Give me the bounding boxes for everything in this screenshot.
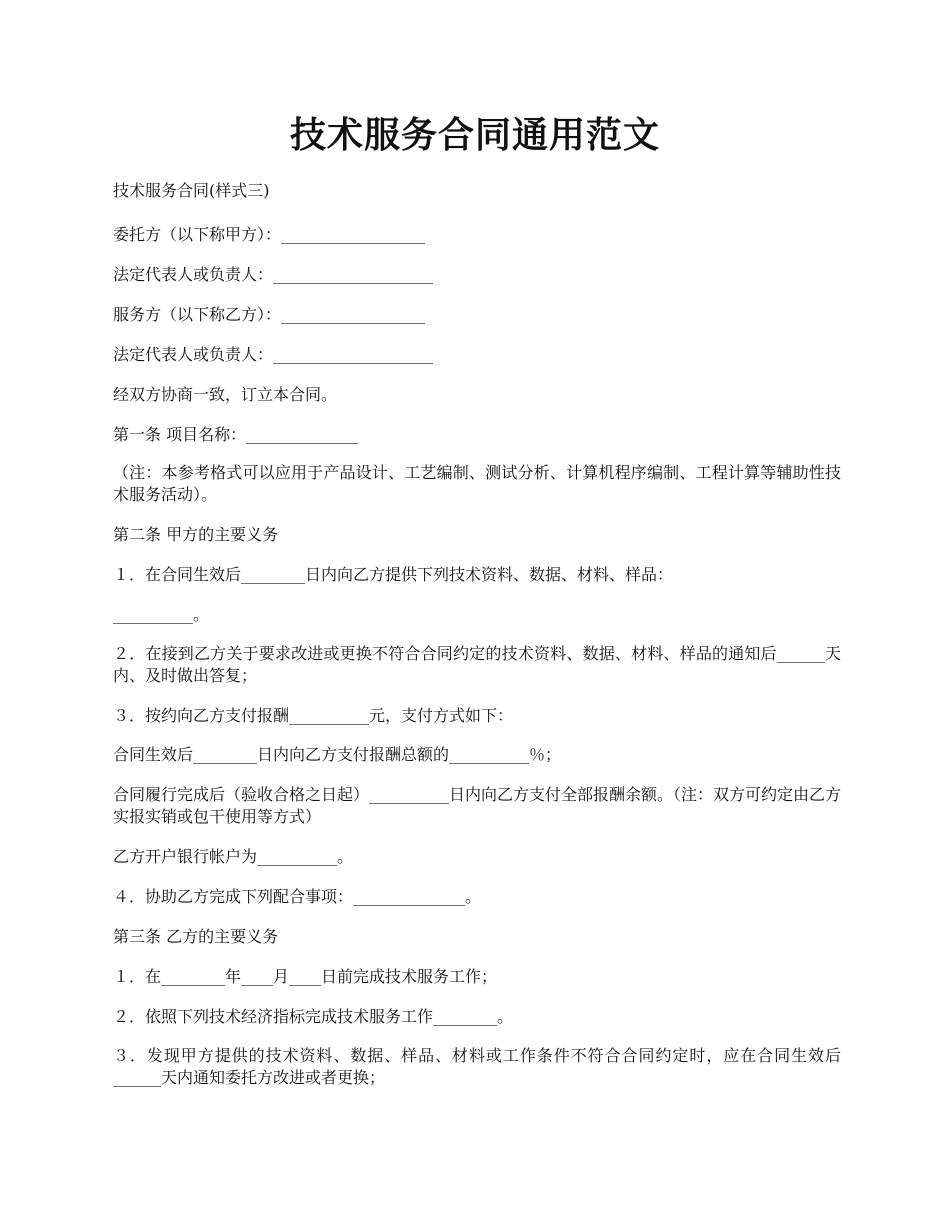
article-2-item-3: ３．按约向乙方支付报酬__________元，支付方式如下： — [113, 706, 514, 725]
party-b-representative-line: 法定代表人或负责人：____________________ — [113, 345, 434, 364]
article-3-item-1: １．在________年____月____日前完成技术服务工作； — [113, 967, 498, 986]
party-b-line: 服务方（以下称乙方）：__________________ — [113, 305, 426, 324]
document-title: 技术服务合同通用范文 — [289, 114, 660, 156]
article-2-item-2: ２．在接到乙方关于要求改进或更换不符合合同约定的技术资料、数据、材料、样品的通知后______天内、及时做出答复； — [113, 644, 841, 685]
payment-initial: 合同生效后________日内向乙方支付报酬总额的__________％； — [113, 745, 562, 764]
agreement-statement: 经双方协商一致，订立本合同。 — [113, 385, 338, 404]
article-3-heading: 第三条 乙方的主要义务 — [113, 927, 279, 946]
party-a-representative-line: 法定代表人或负责人：____________________ — [113, 265, 434, 284]
payment-final: 合同履行完成后（验收合格之日起）__________日内向乙方支付全部报酬余额。（注：双方可约定由乙方实报实销或包干使用等方式） — [113, 785, 842, 826]
article-3-item-3: ３．发现甲方提供的技术资料、数据、样品、材料或工作条件不符合合同约定时，应在合同生效后______天内通知委托方改进或者更换； — [113, 1046, 841, 1087]
scope-note: （注：本参考格式可以应用于产品设计、工艺编制、测试分析、计算机程序编制、工程计算等辅助性技术服务活动）。 — [113, 463, 841, 504]
party-a-line: 委托方（以下称甲方）：__________________ — [113, 225, 426, 244]
article-3-item-2: ２．依照下列技术经济指标完成技术服务工作________。 — [113, 1007, 514, 1026]
article-2-item-4: ４．协助乙方完成下列配合事项：______________。 — [113, 887, 482, 906]
article-2-item-1-blank: __________。 — [113, 605, 210, 624]
article-1-project-name: 第一条 项目名称：______________ — [113, 425, 359, 444]
article-2-item-1: １．在合同生效后________日内向乙方提供下列技术资料、数据、材料、样品： — [113, 565, 674, 584]
bank-account-line: 乙方开户银行帐户为__________。 — [113, 847, 354, 866]
article-2-heading: 第二条 甲方的主要义务 — [113, 525, 279, 544]
contract-subtitle: 技术服务合同(样式三) — [113, 181, 270, 200]
